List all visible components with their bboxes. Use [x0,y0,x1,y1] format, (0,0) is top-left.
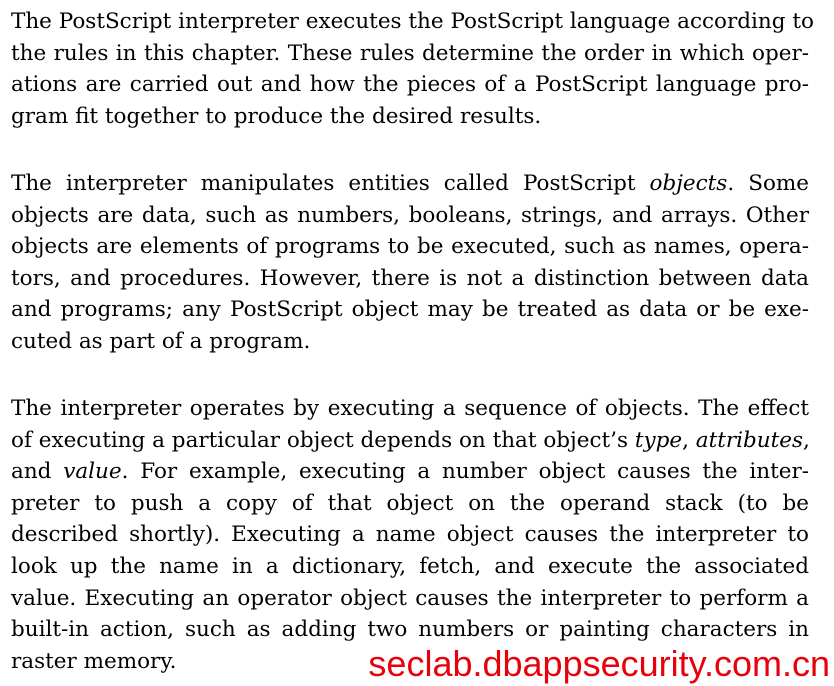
text-line: and programs; any PostScript object may be treated as data or be exe- [11,297,809,323]
text-line: built-in action, such as adding two numbers or painting characters in [11,617,809,643]
text-line: gram fit together to produce the desired results. [11,103,542,129]
paragraph-interpreter-rules [11,6,814,132]
text-line: The interpreter manipulates entities called PostScript objects. Some [11,171,809,196]
text-line: tors, and procedures. However, there is not a distinction between data [11,265,809,291]
text-line: objects are data, such as numbers, booleans, strings, and arrays. Other [11,202,809,228]
text-line: objects are elements of programs to be executed, such as names, opera- [11,234,809,260]
emphasized-term: value [63,459,122,485]
text-line: look up the name in a dictionary, fetch, and execute the associated [11,553,809,579]
text-line: and value. For example, executing a number object causes the inter- [11,459,809,485]
emphasized-term: objects [649,171,728,196]
emphasized-term: attributes [695,427,804,453]
text-line: preter to push a copy of that object on the operand stack (to be [11,490,809,516]
watermark-text: seclab.dbappsecurity.com.cn [368,643,830,684]
text-line: The interpreter operates by executing a sequence of objects. The effect [11,396,809,421]
text-line: raster memory. [11,648,177,674]
text-line: described shortly). Executing a name object causes the interpreter to [11,522,809,548]
paragraph-execution [11,393,809,677]
emphasized-term: type [634,427,683,453]
paragraph-objects [11,168,809,358]
text-line: of executing a particular object depends on that object’s type, attributes, [11,427,810,453]
text-line: The PostScript interpreter executes the PostScript language according to [11,9,814,34]
text-line: value. Executing an operator object causes the interpreter to perform a [11,585,809,611]
text-line: ations are carried out and how the pieces of a PostScript language pro- [11,72,809,98]
text-line: cuted as part of a program. [11,328,311,354]
text-line: the rules in this chapter. These rules determine the order in which oper- [11,40,809,66]
